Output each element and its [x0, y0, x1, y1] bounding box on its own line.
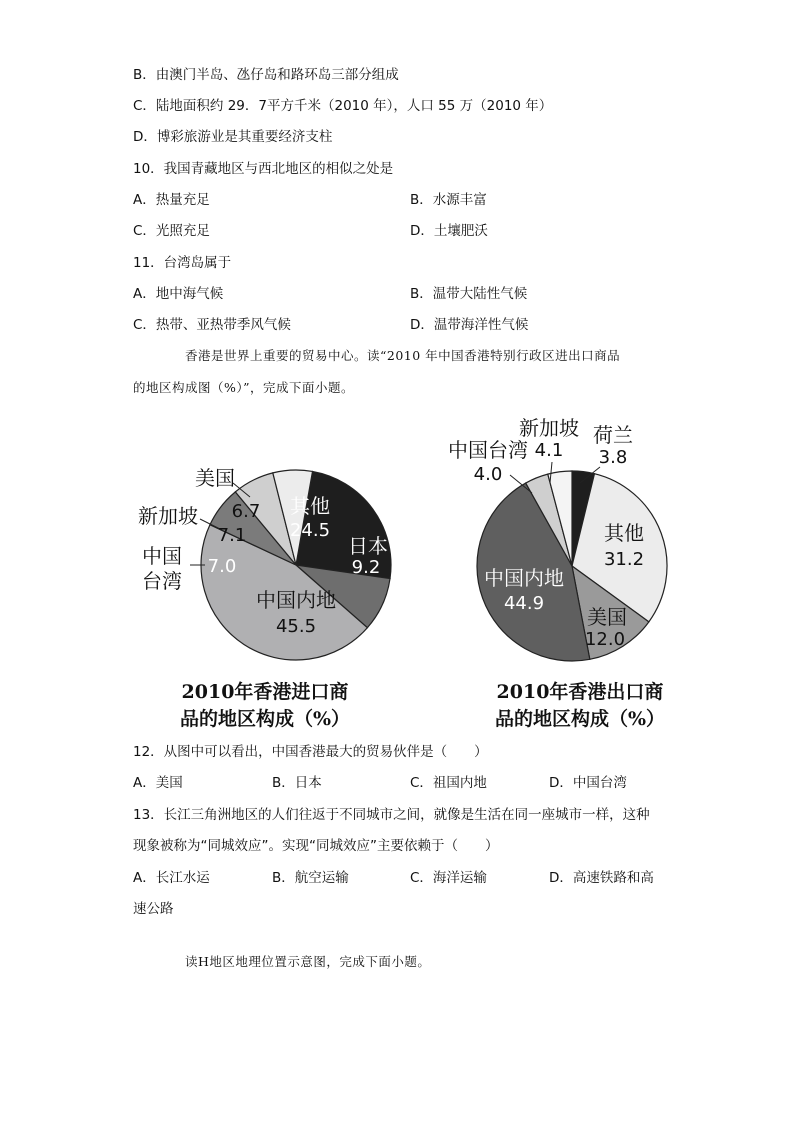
q11-stem: 11．台湾岛属于	[133, 255, 232, 271]
import-pie-chart	[138, 466, 391, 730]
slice-label: 荷兰	[593, 423, 633, 447]
prev-option-c: C．陆地面积约 29．7平方千米（2010 年），人口 55 万（2010 年）	[133, 98, 553, 114]
slice-value: 24.5	[289, 520, 331, 541]
intro2: 读H地区地理位置示意图，完成下面小题。	[185, 954, 431, 969]
slice-value: 45.5	[275, 616, 317, 637]
q12-option-b: B．日本	[272, 775, 322, 791]
slice-label: 其他	[604, 521, 644, 545]
q11-option-c: C．热带、亚热带季风气候	[133, 317, 291, 333]
slice-label: 新加坡	[138, 504, 198, 528]
q10-option-b: B．水源丰富	[410, 192, 487, 208]
chart-title-line1: 2010年香港进口商	[181, 681, 349, 703]
q11-option-b: B．温带大陆性气候	[410, 286, 528, 302]
slice-value: 44.9	[503, 593, 545, 614]
intro1-line2: 的地区构成图（%）”，完成下面小题。	[133, 380, 355, 395]
q13-stem-line2: 现象被称为“同城效应”。实现“同城效应”主要依赖于（ ）	[133, 838, 499, 854]
slice-value: 9.2	[351, 557, 381, 578]
q12-option-c: C．祖国内地	[410, 775, 487, 791]
slice-value: 4.0	[473, 464, 503, 485]
q10-stem: 10．我国青藏地区与西北地区的相似之处是	[133, 161, 394, 177]
slice-value: 4.1	[534, 440, 564, 461]
slice-label: 中国内地	[484, 566, 564, 590]
slice-label-part: 台湾	[142, 569, 182, 593]
q12-option-d: D．中国台湾	[549, 775, 627, 791]
chart-title-line2: 品的地区构成（%）	[494, 708, 666, 730]
q13-option-d: D．高速铁路和高	[549, 870, 654, 886]
chart-title-line1: 2010年香港出口商	[496, 681, 664, 703]
q12-stem: 12．从图中可以看出，中国香港最大的贸易伙伴是（ ）	[133, 744, 488, 760]
q13-option-d-continued: 速公路	[133, 901, 174, 917]
q12-option-a: A．美国	[133, 775, 183, 791]
q10-option-c: C．光照充足	[133, 223, 210, 239]
slice-label: 日本	[348, 534, 388, 558]
slice-label: 新加坡	[519, 416, 579, 440]
q11-option-d: D．温带海洋性气候	[410, 317, 529, 333]
q13-option-b: B．航空运输	[272, 870, 349, 886]
export-pie-chart	[448, 416, 667, 730]
slice-label: 美国	[195, 466, 235, 490]
q13-option-c: C．海洋运输	[410, 870, 487, 886]
chart-title-line2: 品的地区构成（%）	[179, 708, 351, 730]
intro1-line1: 香港是世界上重要的贸易中心。读“2010 年中国香港特别行政区进出口商品	[185, 348, 621, 363]
slice-label: 中国内地	[256, 588, 336, 612]
slice-value: 6.7	[231, 501, 261, 522]
prev-option-b: B．由澳门半岛、氹仔岛和路环岛三部分组成	[133, 67, 399, 83]
slice-label: 美国	[587, 605, 627, 629]
slice-label-part: 中国	[142, 544, 182, 568]
slice-value: 12.0	[584, 629, 626, 650]
q10-option-d: D．土壤肥沃	[410, 223, 488, 239]
q11-option-a: A．地中海气候	[133, 286, 224, 302]
q10-option-a: A．热量充足	[133, 192, 210, 208]
prev-option-d: D．博彩旅游业是其重要经济支柱	[133, 129, 333, 145]
slice-label: 其他	[290, 494, 330, 518]
q13-option-a: A．长江水运	[133, 870, 210, 886]
pie-charts-figure	[0, 405, 794, 735]
q13-stem-line1: 13．长江三角洲地区的人们往返于不同城市之间，就像是生活在同一座城市一样，这种	[133, 807, 650, 823]
slice-value: 7.1	[217, 525, 247, 546]
slice-value: 7.0	[207, 556, 237, 577]
slice-label: 中国台湾	[448, 438, 528, 462]
slice-value: 3.8	[598, 447, 628, 468]
slice-value: 31.2	[603, 549, 645, 570]
